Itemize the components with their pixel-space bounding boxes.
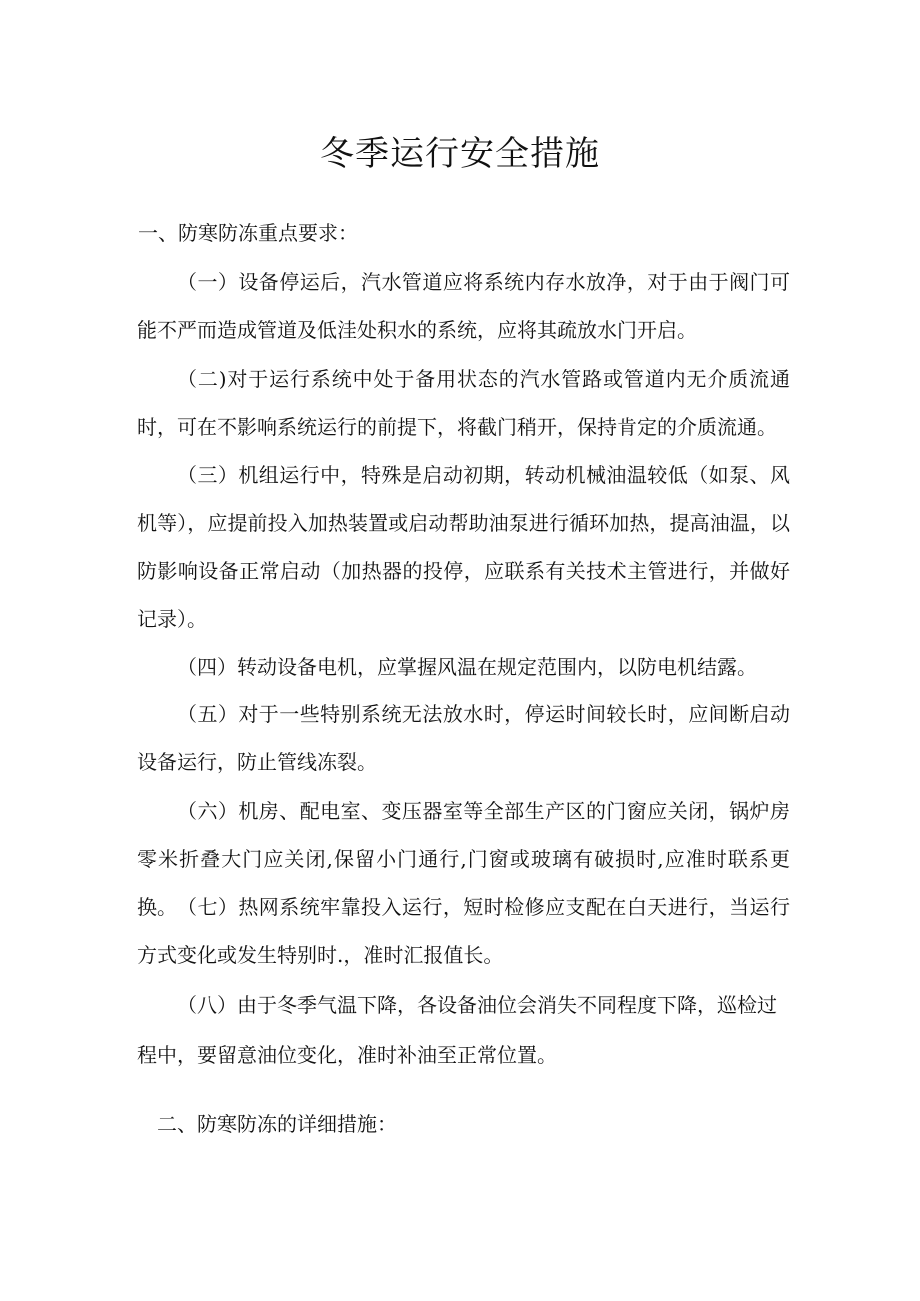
paragraph-6: （六）机房、配电室、变压器室等全部生产区的门窗应关闭，锅炉房零米折叠大门应关闭,保留小门通行,门窗或玻璃有破损时,应准时联系更换。 bbox=[137, 799, 790, 919]
paragraph-3: （三）机组运行中，特殊是启动初期，转动机械油温较低（如泵、风机等），应提前投入加热装置或启动帮助油泵进行循环加热，提高油温，以防影响设备正常启动（加热器的投停，应联系有关技术主管进行，并做好记录）。 bbox=[137, 463, 790, 631]
section-heading-2: 二、防寒防冻的详细措施： bbox=[157, 1112, 397, 1136]
document-title: 冬季运行安全措施 bbox=[320, 134, 600, 174]
section-heading-1: 一、防寒防冻重点要求： bbox=[138, 221, 358, 245]
paragraph-5: （五）对于一些特别系统无法放水时，停运时间较长时，应间断启动设备运行，防止管线冻裂。 bbox=[137, 702, 790, 774]
paragraph-4: （四）转动设备电机，应掌握风温在规定范围内，以防电机结露。 bbox=[177, 655, 757, 679]
paragraph-2: （二)对于运行系统中处于备用状态的汽水管路或管道内无介质流通时，可在不影响系统运行的前提下，将截门稍开，保持肯定的介质流通。 bbox=[137, 367, 790, 439]
paragraph-1: （一）设备停运后，汽水管道应将系统内存水放净，对于由于阀门可能不严而造成管道及低洼处积水的系统，应将其疏放水门开启。 bbox=[137, 270, 790, 342]
paragraph-8: （八）由于冬季气温下降，各设备油位会消失不同程度下降，巡检过程中，要留意油位变化，准时补油至正常位置。 bbox=[137, 993, 777, 1067]
paragraph-7: （七）热网系统牢靠投入运行，短时检修应支配在白天进行，当运行方式变化或发生特别时.，准时汇报值长。 bbox=[137, 895, 790, 967]
